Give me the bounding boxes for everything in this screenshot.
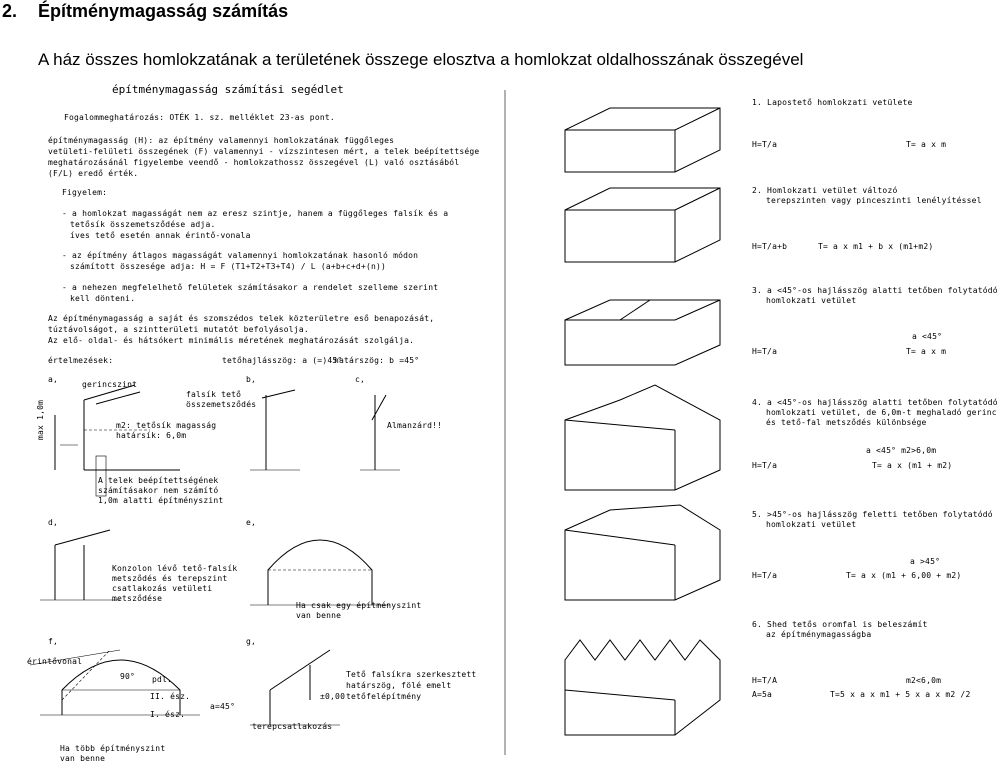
sheet-title: építménymagasság számítási segédlet xyxy=(112,83,344,96)
case-6-extra-h: A=5a xyxy=(752,690,773,699)
figure-c-drawing xyxy=(360,395,400,470)
almanzard-label: Almanzárd!! xyxy=(387,421,443,430)
telek-line-2: számításakor nem számító xyxy=(98,486,219,495)
ha-csak-line-2: van benne xyxy=(296,611,342,620)
terepcsatlakozas-label: terepcsatlakozás xyxy=(252,722,333,731)
page-title: Építménymagasság számítás xyxy=(38,1,289,21)
figure-e-drawing xyxy=(250,540,390,605)
definition-line-3: meghatározásánál figyelembe veendő - homlokzathossz összegével (L) való osztásából xyxy=(48,158,460,167)
case-4-title-1: 4. a <45°-os hajlásszög alatti tetőben folytatódó xyxy=(752,398,998,407)
figure-g-label: g, xyxy=(246,637,257,646)
case-1-formula-h: H=T/a xyxy=(752,140,778,149)
definition-line-4: (F/L) eredő érték. xyxy=(48,169,139,178)
figure-e-label: e, xyxy=(246,518,257,527)
angle-45-label: a=45° xyxy=(210,702,236,711)
case-6-title-2: az építménymagasságba xyxy=(766,630,872,639)
note-1-line-2: tetősík összemetsződése adja. xyxy=(70,220,216,229)
note-2-line-2: számított összesége adja: H = F (T1+T2+T3+T4) / L (a+b+c+d+(n)) xyxy=(70,262,387,271)
legend-limit-angle: határszög: b =45° xyxy=(334,356,420,365)
second-floor-label: II. ész. xyxy=(150,692,191,701)
figure-b-drawing xyxy=(250,390,300,470)
case-3-condition: a <45° xyxy=(912,332,943,341)
ha-tobb-line-2: van benne xyxy=(60,754,106,763)
case-5-title-2: homlokzati vetület xyxy=(766,520,857,529)
legend-roof-angle: tetőhajlásszög: a (=)45° xyxy=(222,356,343,365)
iso-box-1 xyxy=(565,108,720,172)
page-subtitle: A ház összes homlokzatának a területének összege elosztva a homlokzat oldalhosszának összegével xyxy=(38,50,804,69)
note-3-line-2: kell dönteni. xyxy=(70,294,136,303)
konzolon-line-1: Konzolon lévő tető-falsík xyxy=(112,564,238,573)
figure-g-drawing xyxy=(250,650,340,725)
erintovonal-label: érintővonal xyxy=(27,657,83,666)
figure-f-label: f, xyxy=(48,637,59,646)
first-floor-label: I. ész. xyxy=(150,710,186,719)
teto-falsikra-line-1: Tető falsíkra szerkesztett xyxy=(346,670,477,679)
figure-d-drawing xyxy=(40,530,120,600)
case-6-formula-h: H=T/A xyxy=(752,676,778,685)
figure-a-label: a, xyxy=(48,375,59,384)
case-2-title-2: terepszinten vagy pinceszinti lenélyítéssel xyxy=(766,196,982,205)
legend-label: értelmezések: xyxy=(48,356,114,365)
iso-box-6 xyxy=(565,640,720,735)
iso-box-4 xyxy=(565,385,720,490)
note-3-line-1: - a nehezen megfelelhető felületek számításakor a rendelet szelleme szerint xyxy=(62,283,439,292)
case-4-title-2: homlokzati vetület, de 6,0m-t meghaladó gerinc xyxy=(766,408,997,417)
closing-line-2: túztávolságot, a szintterületi mutatót befolyásolja. xyxy=(48,325,309,334)
max-height-label: max 1,0m xyxy=(36,399,45,440)
case-5-formula-h: H=T/a xyxy=(752,571,778,580)
case-3-title-1: 3. a <45°-os hajlásszög alatti tetőben folytatódó xyxy=(752,286,998,295)
definition-line-1: építménymagasság (H): az építmény valamennyi homlokzatának függőleges xyxy=(48,136,395,145)
konzolon-line-2: metsződés és terepszint xyxy=(112,574,228,583)
attention-label: Figyelem: xyxy=(62,188,108,197)
note-2-line-1: - az építmény átlagos magasságát valamennyi homlokzatának hasonló módon xyxy=(62,251,419,260)
ha-csak-line-1: Ha csak egy építményszint xyxy=(296,601,422,610)
deg90-label: 90° xyxy=(120,672,136,681)
figure-c-label: c, xyxy=(355,375,366,384)
teto-falsikra-line-2: határszög, fölé emelt xyxy=(346,681,452,690)
case-4-formula-t: T= a x (m1 + m2) xyxy=(872,461,953,470)
section-number: 2. xyxy=(2,1,18,21)
case-5-formula-t: T= a x (m1 + 6,00 + m2) xyxy=(846,571,962,580)
case-5-title-1: 5. >45°-os hajlásszög feletti tetőben folytatódó xyxy=(752,510,993,519)
teto-falsikra-line-3: tetőfelépítmény xyxy=(346,692,422,701)
konzolon-line-4: metsződése xyxy=(112,594,163,603)
case-5-condition: a >45° xyxy=(910,557,941,566)
padlas-label: pdl. xyxy=(152,675,173,684)
case-6-formula-t: m2<6,0m xyxy=(906,676,942,685)
iso-box-2 xyxy=(565,188,720,262)
ha-tobb-line-1: Ha több építményszint xyxy=(60,744,166,753)
case-3-formula-t: T= a x m xyxy=(906,347,947,356)
zero-level-label: ±0,00 xyxy=(320,692,346,701)
telek-line-3: 1,0m alatti építményszint xyxy=(98,496,224,505)
m2-tetosik-line-1: m2: tetősík magasság xyxy=(116,421,217,430)
definition-source: Fogalommeghatározás: OTÉK 1. sz. melléklet 23-as pont. xyxy=(64,113,335,122)
case-2-formula-h: H=T/a+b xyxy=(752,242,788,251)
closing-line-1: Az építménymagasság a saját és szomszédos telek közterületre eső benapozását, xyxy=(48,314,435,323)
falsik-teto-line-1: falsík tető xyxy=(186,390,242,399)
case-6-title-1: 6. Shed tetős oromfal is beleszámít xyxy=(752,620,928,629)
case-1-formula-t: T= a x m xyxy=(906,140,947,149)
note-1-line-1: - a homlokzat magasságát nem az eresz szintje, hanem a függőleges falsík és a xyxy=(62,209,449,218)
note-1-line-3: íves tető esetén annak érintő-vonala xyxy=(70,231,251,240)
case-4-formula-h: H=T/a xyxy=(752,461,778,470)
case-2-formula-t: T= a x m1 + b x (m1+m2) xyxy=(818,242,934,251)
case-2-title-1: 2. Homlokzati vetület változó xyxy=(752,186,898,195)
closing-line-3: Az elő- oldal- és hátsókert minimális méretének meghatározását szolgálja. xyxy=(48,336,415,345)
falsik-teto-line-2: összemetsződés xyxy=(186,400,257,409)
case-3-title-2: homlokzati vetület xyxy=(766,296,857,305)
case-4-title-3: és tető-fal metsződés különbsége xyxy=(766,418,927,427)
m2-tetosik-line-2: határsík: 6,0m xyxy=(116,431,187,440)
case-4-condition: a <45° m2>6,0m xyxy=(866,446,937,455)
iso-box-3 xyxy=(565,300,720,365)
figure-d-label: d, xyxy=(48,518,59,527)
case-6-extra-t: T=5 x a x m1 + 5 x a x m2 /2 xyxy=(830,690,971,699)
gerincszint-label: gerincszint xyxy=(82,380,138,389)
definition-line-2: vetületi-felületi összegének (F) valamennyi - vízszintesen mért, a telek beépítettsége xyxy=(48,147,480,156)
iso-box-5 xyxy=(565,505,720,600)
telek-line-1: A telek beépítettségének xyxy=(98,476,219,485)
case-1-title: 1. Lapostető homlokzati vetülete xyxy=(752,98,913,107)
konzolon-line-3: csatlakozás vetületi xyxy=(112,584,213,593)
figure-b-label: b, xyxy=(246,375,257,384)
case-3-formula-h: H=T/a xyxy=(752,347,778,356)
